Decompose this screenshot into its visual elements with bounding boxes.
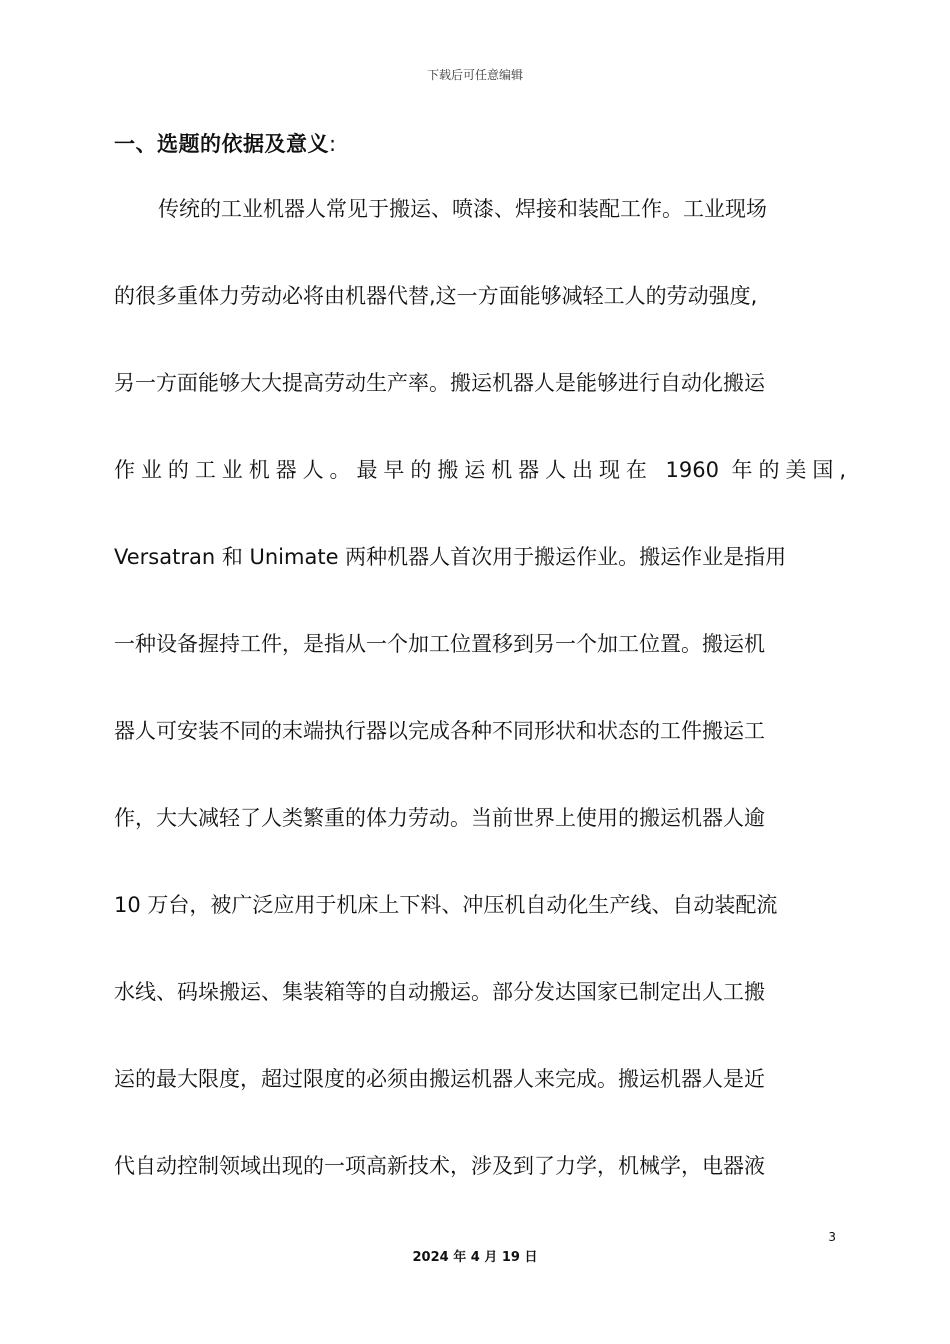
paragraph-line: 作业的工业机器人。最早的搬运机器人出现在 1960 年的美国,: [114, 458, 846, 482]
section-heading: [114, 128, 337, 158]
paragraph-line: 的很多重体力劳动必将由机器代替,这一方面能够减轻工人的劳动强度,: [114, 284, 758, 308]
footer-date: 2024 年 4 月 19 日: [412, 1250, 538, 1265]
page-number: 3: [828, 1230, 836, 1244]
section-heading-text: 一、选题的依据及意义: [114, 132, 329, 156]
section-heading-colon: :: [329, 132, 337, 156]
paragraph-line: 10 万台，被广泛应用于机床上下料、冲压机自动化生产线、自动装配流: [114, 893, 778, 917]
paragraph-line: 一种设备握持工件，是指从一个加工位置移到另一个加工位置。搬运机: [114, 632, 765, 656]
paragraph-line: 传统的工业机器人常见于搬运、喷漆、焊接和装配工作。工业现场: [158, 197, 767, 221]
body-text: [114, 190, 846, 1234]
paragraph-line: 作，大大减轻了人类繁重的体力劳动。当前世界上使用的搬运机器人逾: [114, 806, 765, 830]
paragraph-line: 代自动控制领域出现的一项高新技术，涉及到了力学，机械学，电器液: [114, 1154, 765, 1178]
paragraph-line: 另一方面能够大大提高劳动生产率。搬运机器人是能够进行自动化搬运: [114, 371, 765, 395]
paragraph-line: 器人可安装不同的末端执行器以完成各种不同形状和状态的工件搬运工: [114, 719, 765, 743]
paragraph-line: 水线、码垛搬运、集装箱等的自动搬运。部分发达国家已制定出人工搬: [114, 980, 765, 1004]
header-note: 下载后可任意编辑: [426, 68, 523, 82]
paragraph-line: Versatran 和 Unimate 两种机器人首次用于搬运作业。搬运作业是指用: [114, 545, 787, 569]
paragraph-line: 运的最大限度，超过限度的必须由搬运机器人来完成。搬运机器人是近: [114, 1067, 765, 1091]
